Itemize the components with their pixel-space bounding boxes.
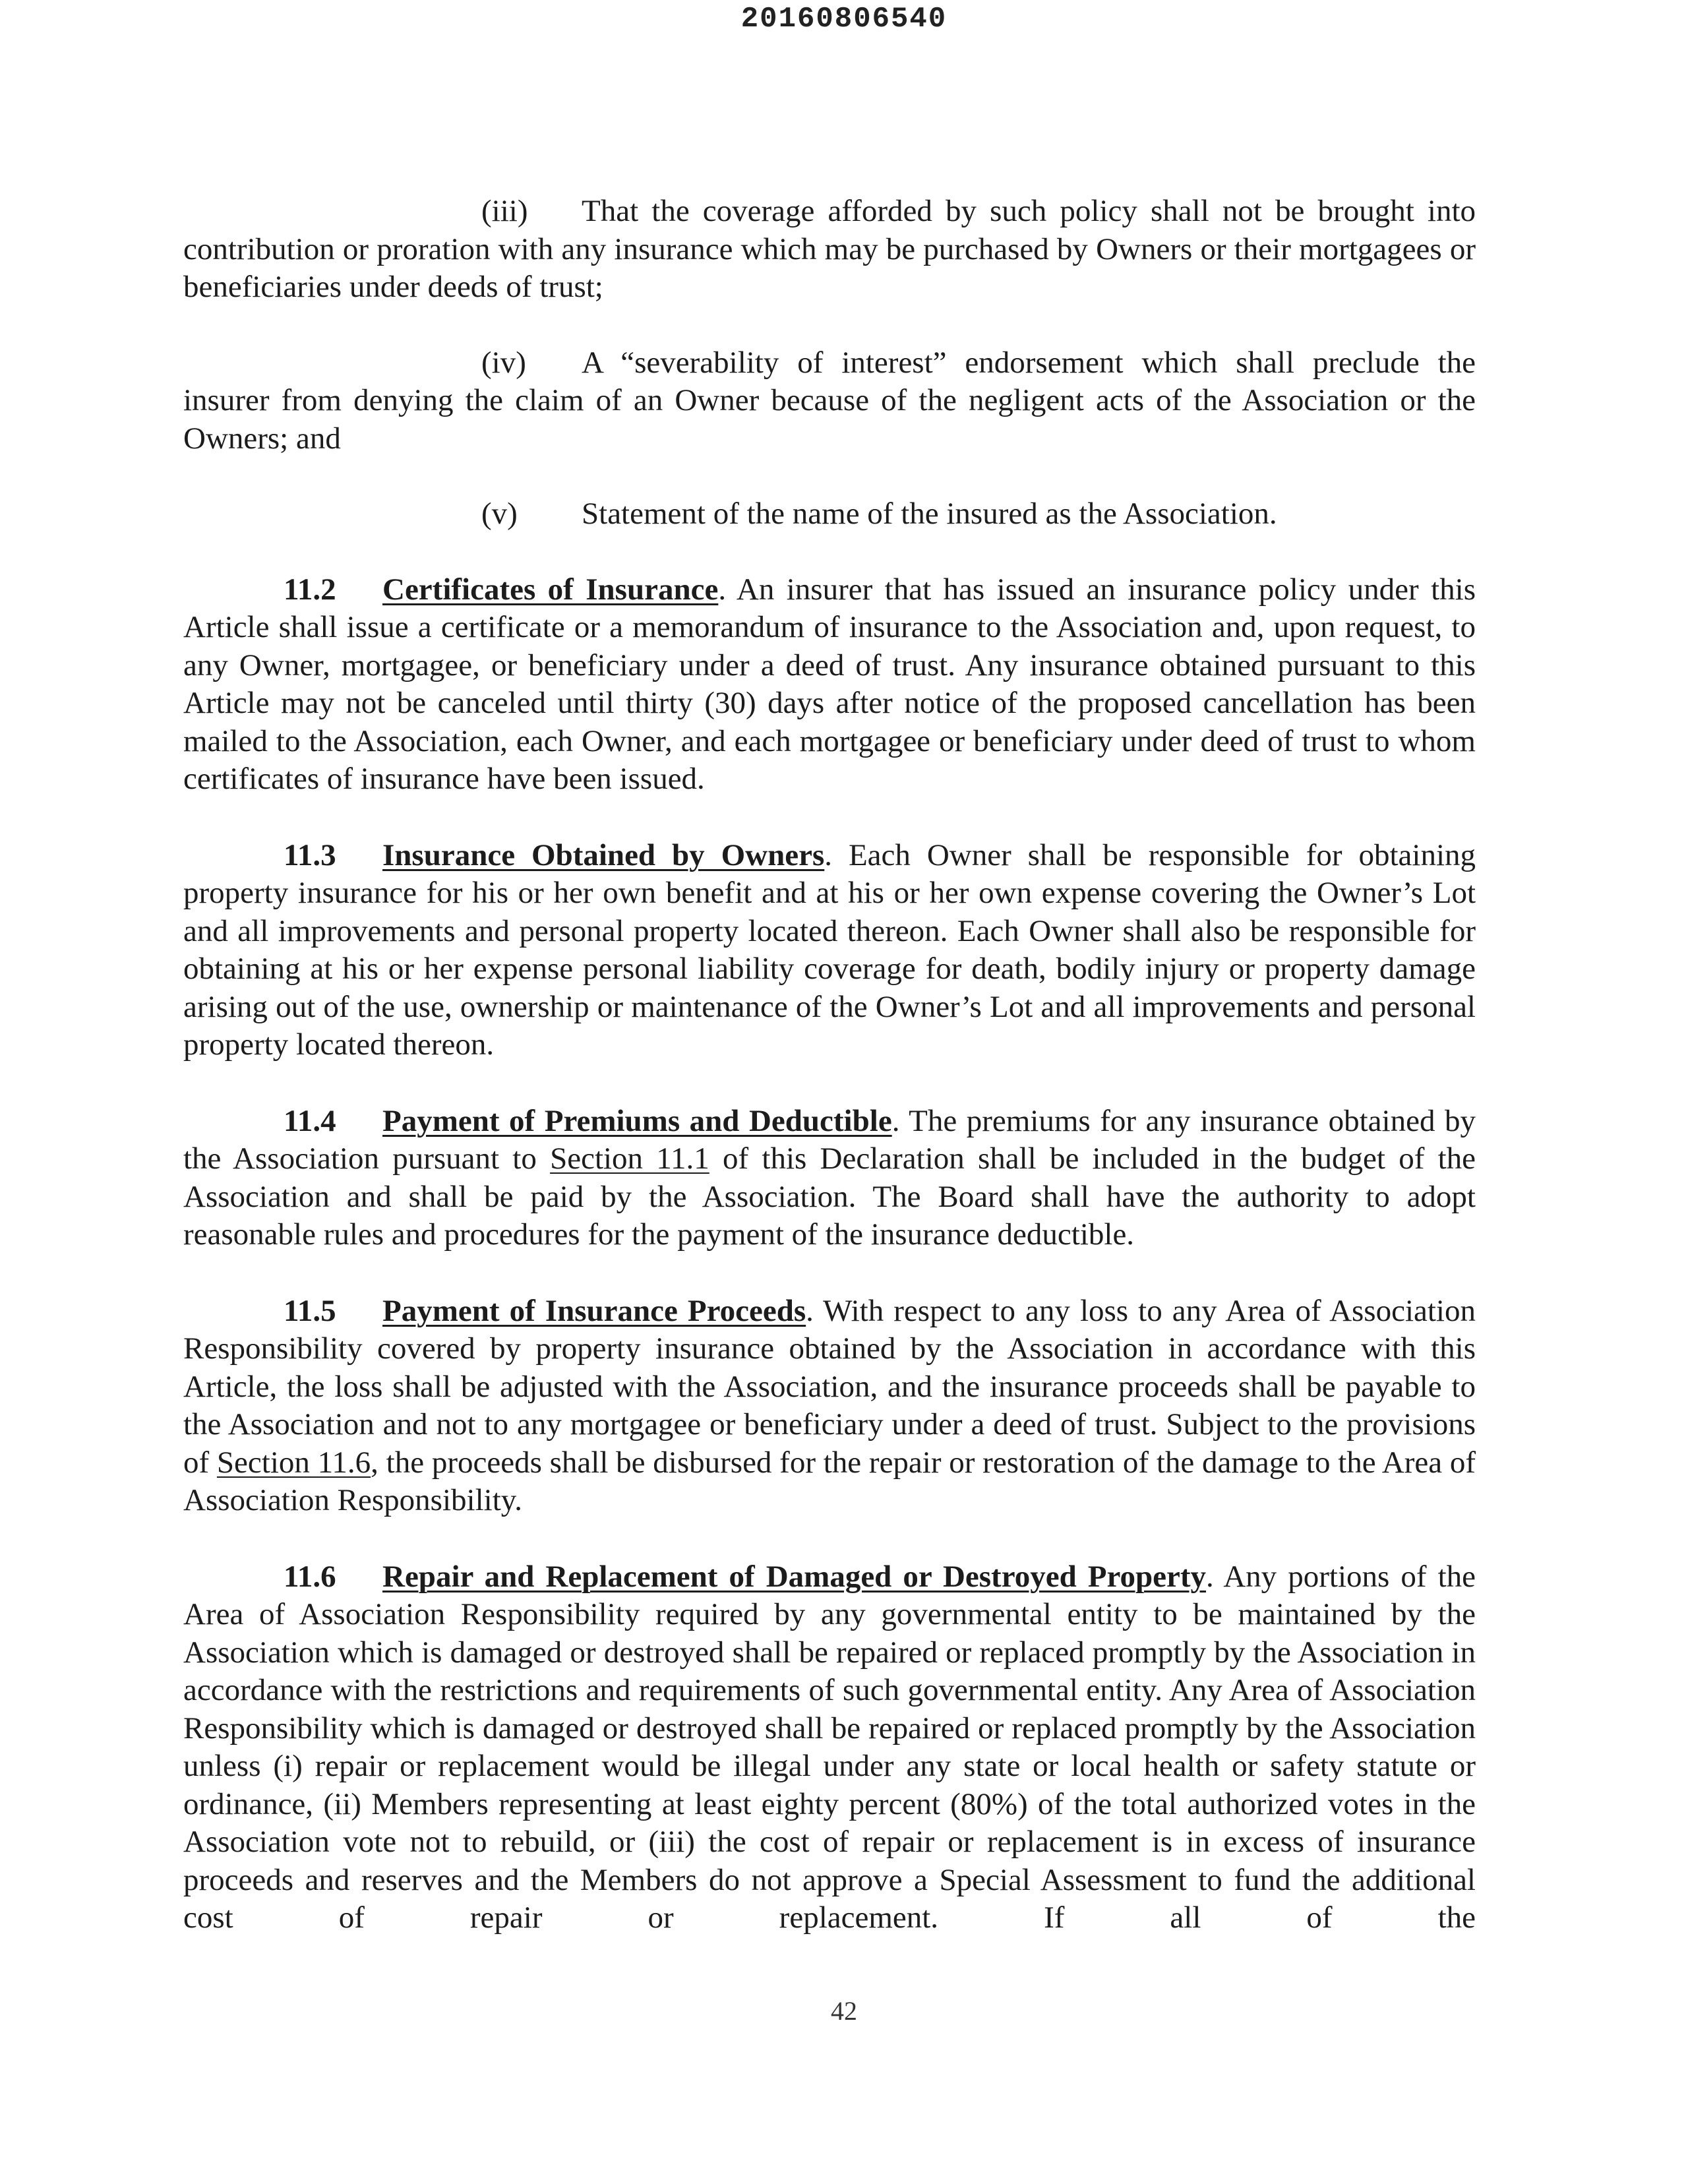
page-body xyxy=(183,193,1476,1937)
subitem-iv xyxy=(183,344,1476,458)
section-reference-link[interactable]: Section 11.6 xyxy=(216,1445,371,1480)
subitem-text: A “severability of interest” endorsement which shall preclude the insurer from denying the claim of an Owner because of the negligent acts of the Association or the Owners; and xyxy=(183,345,1476,456)
section-11-4 xyxy=(183,1103,1476,1254)
subitem-text: Statement of the name of the insured as the Association. xyxy=(582,497,1277,531)
section-body: . With respect to any loss to any Area of Association Responsibility covered by property insurance obtained by the Association in accordance with this Article, the loss shall be adjusted with the Association, and the insurance proceeds shall be payable to the Association and not to any mortgagee or beneficiary under a deed of trust. Subject to the provisions of xyxy=(183,1293,1476,1480)
section-number: 11.2 xyxy=(284,572,336,607)
section-body: . Each Owner shall be responsible for obtaining property insurance for his or her own benefit and at his or her own expense covering the Owner’s Lot and all improvements and personal property located thereon. Each Owner shall also be responsible for obtaining at his or her expense personal liability coverage for death, bodily injury or property damage arising out of the use, ownership or maintenance of the Owner’s Lot and all improvements and personal property located thereon. xyxy=(183,837,1476,1062)
page-number: 42 xyxy=(831,1996,857,2026)
subitem-label: (v) xyxy=(481,497,518,531)
section-11-3 xyxy=(183,837,1476,1064)
section-title: Insurance Obtained by Owners xyxy=(382,837,825,872)
section-body: . The premiums for any insurance obtained by the Association pursuant to xyxy=(183,1103,1476,1176)
document-number: 20160806540 xyxy=(740,3,948,36)
section-body: . An insurer that has issued an insurance policy under this Article shall issue a certificate or a memorandum of insurance to the Association and, upon request, to any Owner, mortgagee, or beneficiary under a deed of trust. Any insurance obtained pursuant to this Article may not be canceled until thirty (30) days after notice of the proposed cancellation has been mailed to the Association, each Owner, and each mortgagee or beneficiary under deed of trust to whom certificates of insurance have been issued. xyxy=(183,572,1476,796)
section-title: Payment of Insurance Proceeds xyxy=(382,1293,806,1328)
section-body: , the proceeds shall be disbursed for the repair or restoration of the damage to the Area of Association Responsibility. xyxy=(183,1445,1476,1517)
subitem-label: (iv) xyxy=(481,345,526,380)
subitem-iii xyxy=(183,193,1476,307)
section-body: of this Declaration shall be included in the budget of the Association and shall be paid by the Association. The Board shall have the authority to adopt reasonable rules and procedures for the payment of the insurance deductible. xyxy=(183,1141,1476,1252)
subitem-label: (iii) xyxy=(481,194,528,228)
section-11-6 xyxy=(183,1558,1476,1937)
section-11-5 xyxy=(183,1292,1476,1520)
section-reference-link[interactable]: Section 11.1 xyxy=(550,1141,709,1176)
section-title: Repair and Replacement of Damaged or Destroyed Property xyxy=(382,1559,1207,1594)
subitem-v xyxy=(183,495,1476,533)
section-title: Payment of Premiums and Deductible xyxy=(382,1103,892,1138)
section-number: 11.4 xyxy=(284,1103,336,1138)
section-title: Certificates of Insurance xyxy=(382,572,719,607)
section-number: 11.3 xyxy=(284,837,336,872)
section-11-2 xyxy=(183,571,1476,799)
section-number: 11.6 xyxy=(284,1559,336,1594)
section-number: 11.5 xyxy=(284,1293,336,1328)
subitem-text: That the coverage afforded by such policy shall not be brought into contribution or proration with any insurance which may be purchased by Owners or their mortgagees or beneficiaries under deeds of trust; xyxy=(183,194,1476,304)
section-body: . Any portions of the Area of Association Responsibility required by any governmental entity to be maintained by the Association which is damaged or destroyed shall be repaired or replaced promptly by the Association in accordance with the restrictions and requirements of such governmental entity. Any Area of Association Responsibility which is damaged or destroyed shall be repaired or replaced promptly by the Association unless (i) repair or replacement would be illegal under any state or local health or safety statute or ordinance, (ii) Members representing at least eighty percent (80%) of the total authorized votes in the Association vote not to rebuild, or (iii) the cost of repair or replacement is in excess of insurance proceeds and reserves and the Members do not approve a Special Assessment to fund the additional cost of repair or replacement. If all of the xyxy=(183,1559,1476,1935)
